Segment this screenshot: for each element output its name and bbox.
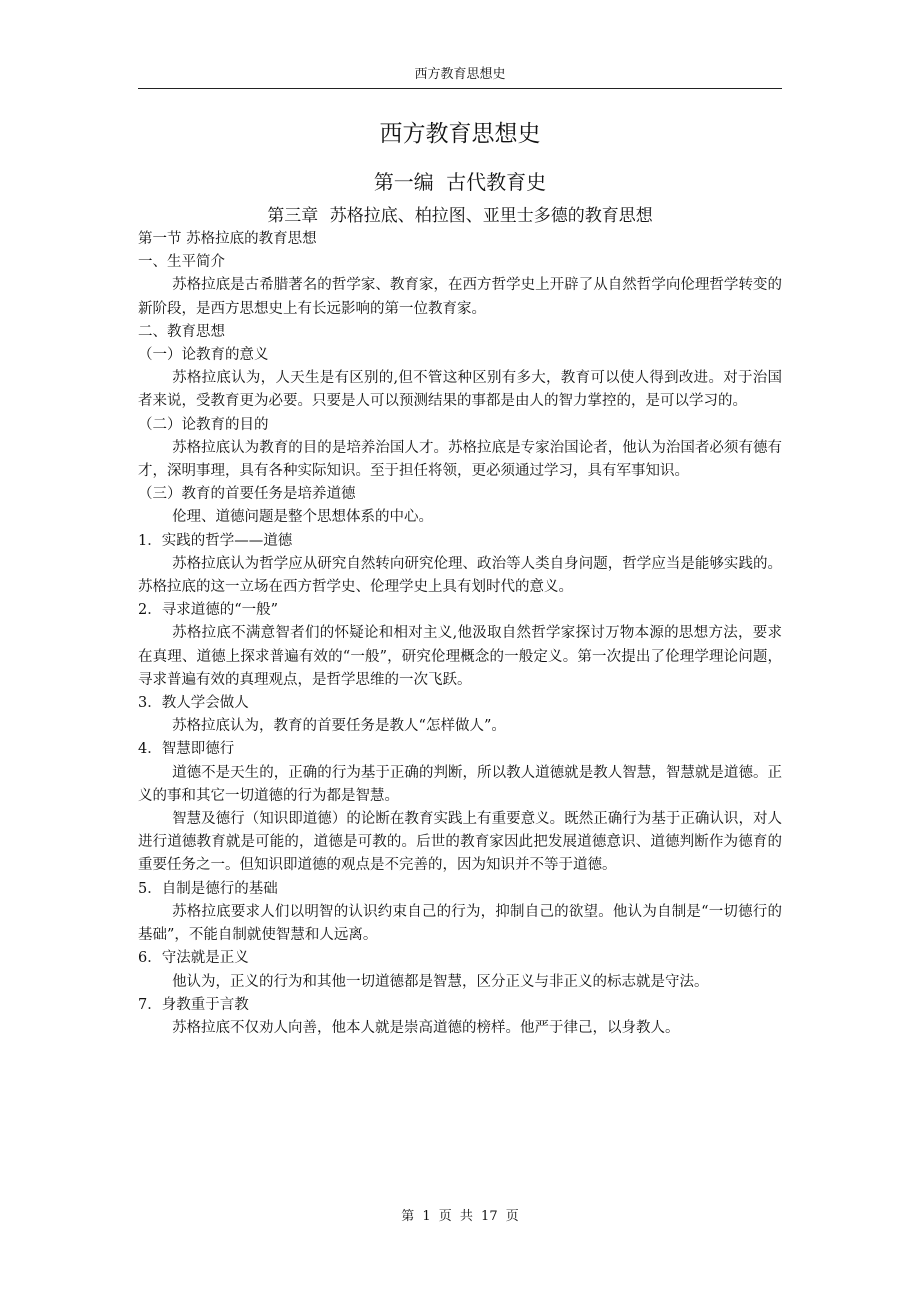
subsection-heading: 一、生平简介 [138, 254, 225, 271]
numbered-heading: 5．自制是德行的基础 [138, 880, 278, 897]
body-paragraph: 苏格拉底认为教育的目的是培养治国人才。苏格拉底是专家治国论者，他认为治国者必须有德有才，深明事理，具有各种实际知识。至于担任将领，更必须通过学习，具有军事知识。 [138, 439, 782, 480]
page-footer: 第 1 页 共 17 页 [401, 1209, 519, 1224]
body-paragraph: 苏格拉底不仅劝人向善，他本人就是崇高道德的榜样。他严于律己，以身教人。 [172, 1019, 680, 1036]
body-paragraph: 苏格拉底认为，教育的首要任务是教人“怎样做人”。 [172, 718, 506, 735]
body-paragraph: 苏格拉底是古希腊著名的哲学家、教育家，在西方哲学史上开辟了从自然哲学向伦理哲学转变的新阶段，是西方思想史上有长远影响的第一位教育家。 [138, 277, 782, 317]
body-paragraph: 智慧及德行（知识即道德）的论断在教育实践上有重要意义。既然正确行为基于正确认识，对人进行道德教育就是可能的，道德是可教的。后世的教育家因此把发展道德意识、道德判断作为德育的重要任务之一。但知识即道德的观点是不完善的，因为知识并不等于道德。 [138, 811, 782, 874]
body-paragraph: 道德不是天生的，正确的行为基于正确的判断，所以教人道德就是教人智慧，智慧就是道德。正义的事和其它一切道德的行为都是智慧。 [138, 764, 782, 804]
topic-heading: （二）论教育的目的 [138, 416, 269, 433]
header-divider [138, 88, 782, 89]
numbered-heading: 7．身教重于言教 [138, 996, 249, 1013]
part-title: 第一编 古代教育史 [373, 170, 547, 194]
numbered-heading: 1．实践的哲学——道德 [138, 532, 293, 549]
subsection-heading: 二、教育思想 [138, 323, 225, 340]
chapter-title: 第三章 苏格拉底、柏拉图、亚里士多德的教育思想 [267, 206, 653, 226]
body-paragraph: 苏格拉底认为哲学应从研究自然转向研究伦理、政治等人类自身问题，哲学应当是能够实践的。苏格拉底的这一立场在西方哲学史、伦理学史上具有划时代的意义。 [138, 555, 782, 596]
document-title: 西方教育思想史 [379, 121, 541, 147]
running-header: 西方教育思想史 [414, 67, 506, 82]
body-paragraph: 苏格拉底认为，人天生是有区别的,但不管这种区别有多大，教育可以使人得到改进。对于治国者来说，受教育更为必要。只要是人可以预测结果的事都是由人的智力掌控的，是可以学习的。 [138, 370, 782, 410]
body-paragraph: 苏格拉底要求人们以明智的认识约束自己的行为，抑制自己的欲望。他认为自制是“一切德行的基础”，不能自制就使智慧和人远离。 [138, 903, 782, 944]
document-body [138, 118, 782, 1040]
numbered-heading: 3．教人学会做人 [138, 695, 249, 712]
topic-heading: （三）教育的首要任务是培养道德 [138, 486, 356, 503]
body-paragraph: 苏格拉底不满意智者们的怀疑论和相对主义,他汲取自然哲学家探讨万物本源的思想方法，要求在真理、道德上探求普遍有效的“一般”，研究伦理概念的一般定义。第一次提出了伦理学理论问题，寻求普遍有效的真理观点，是哲学思维的一次飞跃。 [138, 625, 782, 688]
numbered-heading: 6．守法就是正义 [138, 950, 249, 967]
topic-heading: （一）论教育的意义 [138, 347, 269, 364]
numbered-heading: 4．智慧即德行 [138, 741, 235, 758]
section-heading: 第一节 苏格拉底的教育思想 [138, 231, 317, 247]
body-paragraph: 他认为，正义的行为和其他一切道德都是智慧，区分正义与非正义的标志就是守法。 [172, 973, 709, 990]
body-paragraph: 伦理、道德问题是整个思想体系的中心。 [172, 509, 434, 526]
numbered-heading: 2．寻求道德的“一般” [138, 602, 279, 619]
